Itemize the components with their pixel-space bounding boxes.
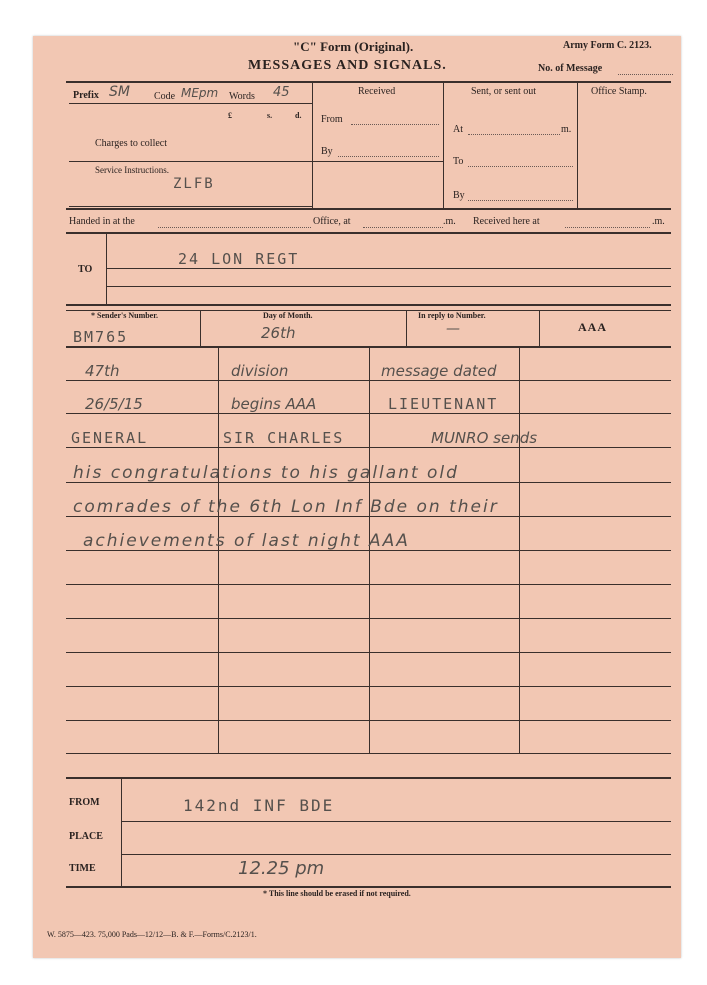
message-line-3-col-1: GENERAL [71,429,149,447]
message-line-1-col-2: division [231,362,289,380]
message-line-4: his congratulations to his gallant old [73,463,459,483]
message-line-3-col-2: SIR CHARLES [223,429,345,447]
service-instructions-label: Service Instructions. [95,165,169,175]
charges-label: Charges to collect [95,138,168,149]
reply-to-label: In reply to Number. [418,311,486,320]
message-line-3-col-3: MUNRO sends [431,429,538,447]
message-line-2-col-1: 26/5/15 [85,395,143,413]
from-value: 142nd INF BDE [183,796,335,815]
reply-to-value: — [446,321,460,337]
sent-at-label: At [453,124,463,135]
words-label: Words [229,91,255,102]
service-instructions-value: ZLFB [173,176,215,192]
message-line-1-col-1: 47th [85,362,120,380]
to-label: TO [78,264,93,275]
handed-m-label: .m. [443,216,456,227]
no-of-message-label: No. of Message [538,63,603,74]
message-form [33,36,681,958]
received-label: Received [358,86,396,97]
army-form-number: Army Form C. 2123. [563,40,652,51]
prefix-value: SM [109,84,130,100]
sent-by-label: By [453,190,465,201]
prefix-label: Prefix [73,90,99,101]
day-of-month-value: 26th [261,324,296,342]
form-title: "C" Form (Original). [293,39,414,54]
day-of-month-label: Day of Month. [263,311,313,320]
lsd-pence: d. [295,111,302,120]
sent-to-label: To [453,156,464,167]
message-line-2-col-2: begins AAA [231,395,317,413]
time-value: 12.25 pm [238,858,325,879]
office-stamp-label: Office Stamp. [591,86,647,97]
received-here-label: Received here at [473,216,540,227]
office-at-label: Office, at [313,216,351,227]
code-label: Code [154,91,176,102]
received-from-label: From [321,114,343,125]
place-label: PLACE [69,831,103,842]
message-line-5: comrades of the 6th Lon Inf Bde on their [73,497,499,517]
aaa-label: AAA [578,320,607,334]
sent-at-m: m. [561,124,572,135]
to-value: 24 LON REGT [178,250,300,268]
erase-note: * This line should be erased if not required. [263,889,411,898]
lsd-pounds: £ [228,111,232,120]
message-line-1-col-3: message dated [381,362,497,380]
message-line-2-col-3: LIEUTENANT [388,395,499,413]
sent-label: Sent, or sent out [471,86,536,97]
message-line-6: achievements of last night AAA [83,531,410,551]
words-value: 45 [273,85,290,100]
code-value: MEpm [181,86,219,100]
received-by-label: By [321,146,333,157]
received-here-m: .m. [652,216,665,227]
lsd-shillings: s. [267,111,273,120]
page-title: MESSAGES AND SIGNALS. [248,58,447,73]
time-label: TIME [69,863,96,874]
from-label: FROM [69,797,100,808]
senders-number-value: BM765 [73,328,129,346]
printer-line: W. 5875—423. 75,000 Pads—12/12—B. & F.—Forms/C.2123/1. [47,930,257,939]
senders-number-label: * Sender's Number. [91,311,159,320]
handed-in-label: Handed in at the [69,216,135,227]
